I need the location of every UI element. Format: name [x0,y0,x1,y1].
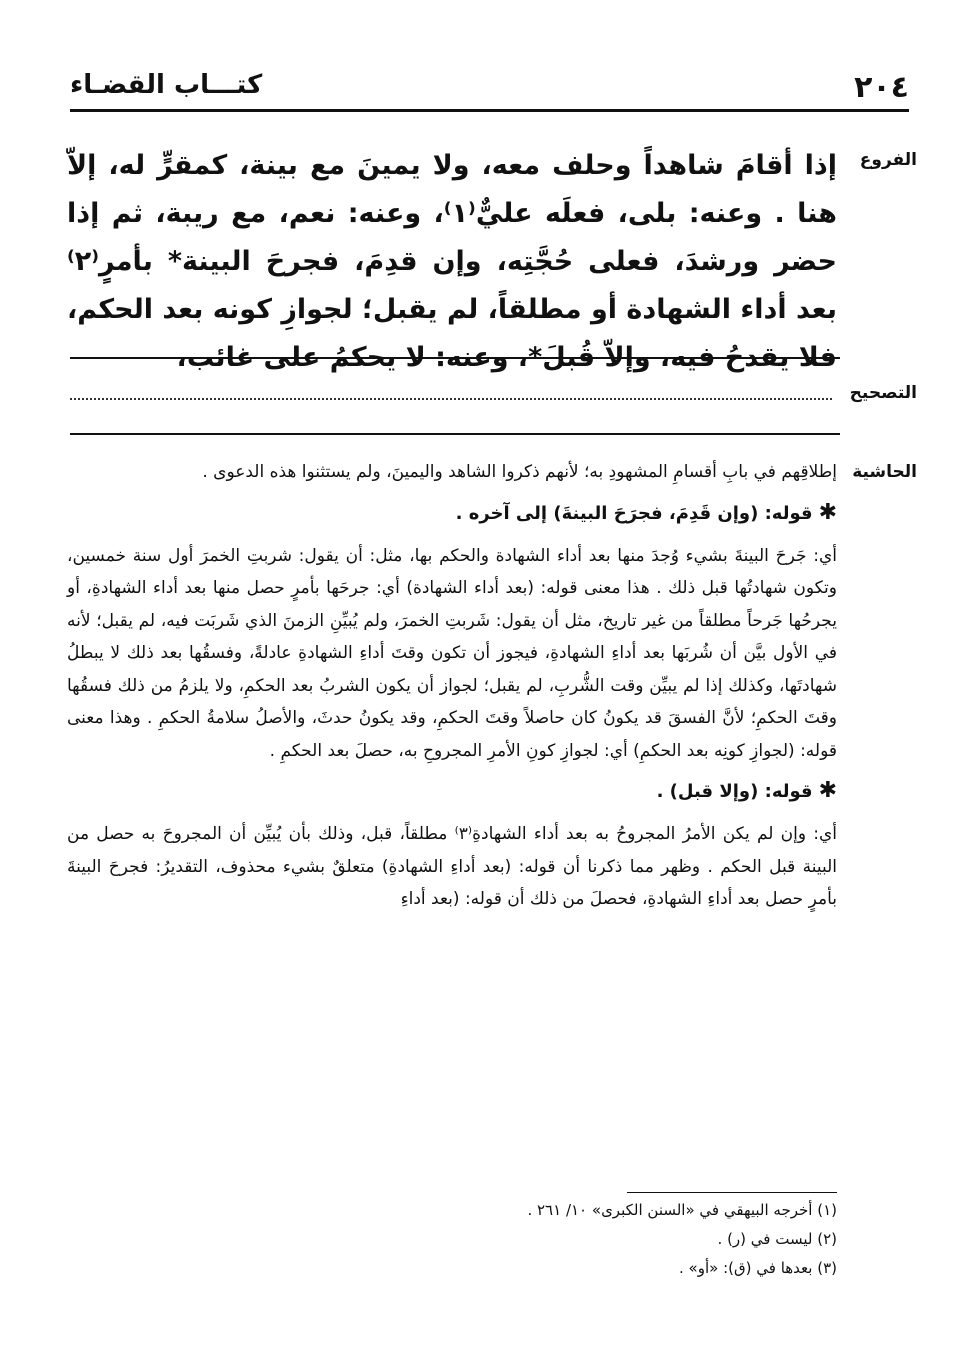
star-icon: ✱ [818,778,837,803]
page-header [70,68,909,106]
main-text: إذا أقامَ شاهداً وحلف معه، ولا يمينَ مع بينة، كمقرٍّ له، إلاّ هنا . وعنه: بلى، فعلَه عليٌّ⁽١⁾، وعنه: نعم، مع ريبة، ثم إذا حضر ورشدَ، فعلى حُجَّتِه، وإن قدِمَ، فجرحَ البينة* بأمرٍ⁽٢⁾ بعد أداء الشهادة أو مطلقاً، لم يقبل؛ لجوازِ كونه بعد الحكم، فلا يقدحُ فيه، وإلاّ قُبلَ*، وعنه: لا يحكمُ على غائب، [67,150,837,373]
book-title: كتـــاب القضـاء [70,70,263,100]
hashia-block [67,456,837,916]
label-tashih: التصحيح [849,383,917,403]
tashih-dotted-line [70,398,832,400]
qawl-text-2: قوله: (وإلا قبل) . [656,781,813,802]
footnote-2: (٢) ليست في (ر) . [717,1230,837,1248]
qawl-text-1: قوله: (وإن قَدِمَ، فجرَحَ البينةَ) إلى آخره . [455,502,813,524]
divider-bottom [70,433,840,435]
hashia-paragraph-2: أي: وإن لم يكن الأمرُ المجروحُ به بعد أداء الشهادةِ⁽٣⁾ مطلقاً، قبل، وذلك بأن يُبيِّن أن المجروحَ به حصل من البينة قبل الحكم . وظهر مما ذكرنا أن قوله: (بعد أداءِ الشهادةِ) متعلقٌ بشيء محذوف، التقديرُ: فجرحَ البينةَ بأمرٍ حصل بعد أداءِ الشهادةِ، فحصلَ من ذلك أن قوله: (بعد أداءِ [67,824,838,909]
footnote-1: (١) أخرجه البيهقي في «السنن الكبرى» ١٠/ ٢٦١ . [527,1201,837,1219]
footnote-3: (٣) بعدها في (ق): «أو» . [679,1259,837,1277]
qawl-heading-2 [67,769,837,814]
label-furu: الفروع [859,150,917,170]
footnote-rule [627,1192,837,1193]
header-rule [70,109,909,112]
label-hashia: الحاشية [852,462,917,482]
qawl-heading-1 [67,491,837,536]
divider-top [70,357,840,359]
main-text-block [67,142,837,382]
page-number: ٢٠٤ [854,70,909,105]
hashia-intro: إطلاقِهم في بابِ أقسامِ المشهودِ به؛ لأنهم ذكروا الشاهد واليمينَ، ولم يستثنوا هذه الدعوى . [202,462,837,482]
footnotes [67,1196,837,1283]
hashia-paragraph-1: أي: جَرحَ البينةَ بشيء وُجدَ منها بعد أداء الشهادة والحكم بها، مثل: أن يقول: شربتِ الخمرَ أول سنة خمسين، وتكون شهادتُها قبل ذلك . هذا معنى قوله: (بعد أداء الشهادة) أي: جرحَها بأمرٍ حصل منها بعد أداء الشهادةِ، أو يجرحُها جَرحاً مطلقاً من غير تاريخ، مثل أن يقول: شَربتِ الخمرَ، ولم يُبيِّنِ الزمنَ الذي شَربَت فيه، لم يقبل؛ لأنه في الأول بيَّن أن شُربَها بعد أداءِ الشهادةِ، فيجوز أن تكون وقتَ أداءِ الشهادةِ عادلةً، وفسقُها بعد ذلك لا يبطلُ شهادتَها، وكذلك إذا لم يبيِّن وقت الشُّربِ، لم يقبل؛ لجواز أن يكون الشربُ بعد الحكمِ، ولا يلزمُ من ذلك فسقُها وقتَ الحكمِ؛ لأنَّ الفسقَ قد يكونُ كان حاصلاً وقتَ الحكمِ، وقد يكونُ حدثَ، والأصلُ سلامةُ الحكمِ . وهذا معنى قوله: (لجوازِ كونِه بعد الحكمِ) أي: لجوازِ كونِ الأمرِ المجروحِ به، حصلَ بعد الحكمِ . [67,545,837,761]
star-icon: ✱ [818,499,837,525]
